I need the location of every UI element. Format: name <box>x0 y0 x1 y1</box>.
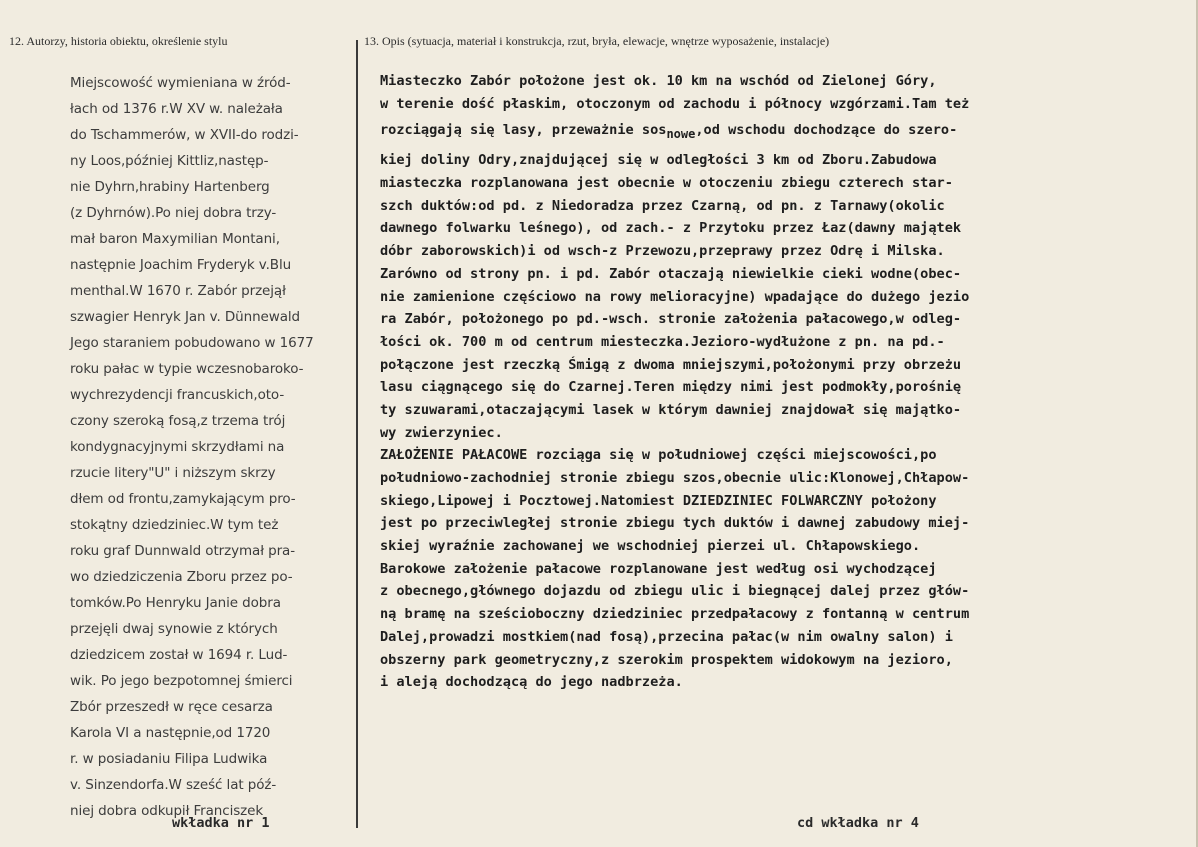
insert-label-left: wkładka nr 1 <box>172 815 270 831</box>
text-line: następnie Joachim Fryderyk v.Blu <box>70 257 292 273</box>
text-line: przejęli dwaj synowie z których <box>70 621 278 637</box>
column-divider <box>356 40 358 828</box>
text-line: dóbr zaborowskich)i od wsch-z Przewozu,przeprawy przez Odrę i Milska. <box>380 243 945 260</box>
text-line: rzucie litery"U" i niższym skrzy <box>70 465 276 481</box>
text-line: kiej doliny Odry,znajdującej się w odległości 3 km od Zboru.Zabudowa <box>380 152 937 169</box>
text-line: roku pałac w typie wczesnobaroko- <box>70 361 304 377</box>
text-line: rozciągają się lasy, przeważnie sosnowe,od wschodu dochodzące do szero- <box>380 122 958 142</box>
section-13-heading: 13. Opis (sytuacja, materiał i konstrukcja, rzut, bryła, elewacje, wnętrze wyposażenie, instalacje) <box>364 34 830 48</box>
text-line: wik. Po jego bezpotomnej śmierci <box>70 673 293 689</box>
text-line: (z Dyhrnów).Po niej dobra trzy- <box>70 205 277 221</box>
text-line: ny Loos,później Kittliz,następ- <box>70 153 269 169</box>
insert-label-right: cd wkładka nr 4 <box>797 815 919 831</box>
text-line: Zarówno od strony pn. i pd. Zabór otaczają niewielkie cieki wodne(obec- <box>380 265 962 282</box>
text-line: Zbór przeszedł w ręce cesarza <box>70 699 273 715</box>
text-line: Miejscowość wymieniana w źród- <box>70 75 291 91</box>
text-line: wo dziedziczenia Zboru przez po- <box>70 569 293 585</box>
text-line: ty szuwarami,otaczającymi lasek w którym dawniej znajdował się majątko- <box>380 401 962 418</box>
text-line: ną bramę na sześcioboczny dziedziniec przedpałacowy z fontanną w centrum <box>380 606 970 623</box>
text-line: jest po przeciwległej stronie zbiegu tych duktów i dawnej zabudowy miej- <box>380 515 970 532</box>
text-line: nie Dyhrn,hrabiny Hartenberg <box>70 179 270 195</box>
text-line: niej dobra odkupił Franciszek <box>70 803 264 819</box>
text-line: dłem od frontu,zamykającym pro- <box>70 491 296 507</box>
text-line: Miasteczko Zabór położone jest ok. 10 km na wschód od Zielonej Góry, <box>380 73 937 89</box>
text-line: dziedzicem został w 1694 r. Lud- <box>70 647 288 663</box>
text-line: skiej wyraźnie zachowanej we wschodniej pierzei ul. Chłapowskiego. <box>380 538 921 555</box>
text-line: v. Sinzendorfa.W sześć lat póź- <box>70 777 277 793</box>
text-line: tomków.Po Henryku Janie dobra <box>70 595 281 611</box>
text-line: dawnego folwarku leśnego), od zach.- z Przytoku przez Łaz(dawny majątek <box>380 220 962 237</box>
text-line: czony szeroką fosą,z trzema trój <box>70 413 286 429</box>
text-line: Jego staraniem pobudowano w 1677 <box>70 335 314 351</box>
text-line: Karola VI a następnie,od 1720 <box>70 725 271 741</box>
history-text <box>70 70 352 824</box>
text-line: do Tschammerów, w XVII-do rodzi- <box>70 127 299 143</box>
text-line: obszerny park geometryczny,z szerokim prospektem widokowym na jezioro, <box>380 651 953 668</box>
text-line: Barokowe założenie pałacowe rozplanowane jest według osi wychodzącej <box>380 560 937 577</box>
text-line: Dalej,prowadzi mostkiem(nad fosą),przecina pałac(w nim owalny salon) i <box>380 628 953 645</box>
text-line: połączone jest rzeczką Śmigą z dwoma mniejszymi,położonymi przy obrzeżu <box>380 356 962 373</box>
text-line: ZAŁOŻENIE PAŁACOWE rozciąga się w południowej części miejscowości,po <box>380 447 937 464</box>
text-line: ra Zabór, położonego po pd.-wsch. stronie założenia pałacowego,w odleg- <box>380 311 962 328</box>
text-line: szch duktów:od pd. z Niedoradza przez Czarną, od pn. z Tarnawy(okolic <box>380 197 945 214</box>
text-line: lasu ciągnącego się do Czarnej.Teren między nimi jest podmokły,porośnię <box>380 379 962 396</box>
section-12-heading: 12. Autorzy, historia obiektu, określenie stylu <box>9 34 228 48</box>
description-text <box>380 70 1192 694</box>
text-line: szwagier Henryk Jan v. Dünnewald <box>70 309 300 325</box>
text-line: z obecnego,głównego dojazdu od zbiegu ulic i biegnącej dalej przez głów- <box>380 583 970 600</box>
text-line: kondygnacyjnymi skrzydłami na <box>70 439 285 455</box>
text-line: skiego,Lipowej i Pocztowej.Natomiest DZIEDZINIEC FOLWARCZNY położony <box>380 492 937 509</box>
text-line: wychrezydencji francuskich,oto- <box>70 387 285 403</box>
text-line: nie zamienione częściowo na rowy melioracyjne) wpadające do dużego jezio <box>380 288 970 305</box>
text-line: roku graf Dunnwald otrzymał pra- <box>70 543 295 559</box>
text-line: łości ok. 700 m od centrum miesteczka.Jezioro-wydłużone z pn. na pd.- <box>380 333 945 350</box>
text-line: południowo-zachodniej stronie zbiegu szos,obecnie ulic:Klonowej,Chłapow- <box>380 470 970 486</box>
text-line: w terenie dość płaskim, otoczonym od zachodu i północy wzgórzami.Tam też <box>380 95 970 112</box>
text-line: menthal.W 1670 r. Zabór przejął <box>70 283 286 299</box>
text-line: stokątny dziedziniec.W tym też <box>70 517 279 533</box>
text-line: łach od 1376 r.W XV w. należała <box>70 101 283 117</box>
text-line: wy zwierzyniec. <box>380 424 503 441</box>
text-line: i aleją dochodzącą do jego nadbrzeża. <box>380 674 683 691</box>
text-line: mał baron Maxymilian Montani, <box>70 231 280 247</box>
text-line: r. w posiadaniu Filipa Ludwika <box>70 751 268 767</box>
text-line: miasteczka rozplanowana jest obecnie w otoczeniu zbiegu czterech star- <box>380 175 953 192</box>
